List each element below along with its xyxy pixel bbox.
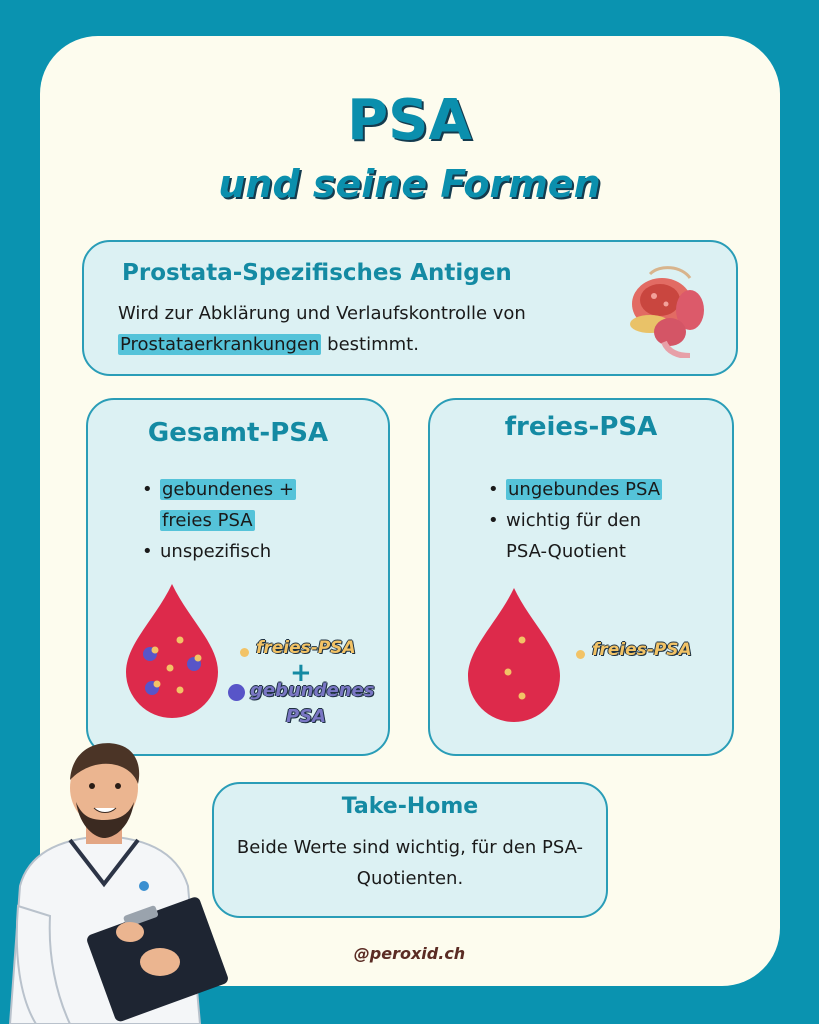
list-item — [140, 474, 380, 536]
intro-line-1: Wird zur Abklärung und Verlaufskontrolle von — [118, 303, 526, 324]
freies-psa-box — [428, 398, 734, 756]
list-item — [486, 505, 726, 567]
list-item — [486, 474, 726, 505]
frei-item-2b: PSA-Quotient — [506, 541, 626, 562]
gesamt-psa-heading: Gesamt-PSA — [147, 418, 329, 448]
legend-plus: + — [290, 658, 312, 688]
gesamt-psa-list — [140, 474, 380, 567]
doctor-illustration — [0, 736, 230, 1024]
intro-line-2: bestimmt. — [321, 334, 419, 355]
list-item: • unspezifisch — [140, 536, 380, 567]
take-home-text: Beide Werte sind wichtig, für den PSA-Quotienten. — [236, 837, 584, 889]
legend-free-psa: freies-PSA — [256, 638, 356, 658]
frei-item-2a: wichtig für den — [506, 510, 642, 531]
page-title: PSA — [347, 88, 472, 153]
intro-highlight: Prostataerkrankungen — [120, 334, 320, 355]
gesamt-item-1a: gebundenes + — [162, 479, 294, 500]
blood-drop-icon — [122, 580, 222, 720]
legend-bound-psa-2: PSA — [286, 706, 327, 727]
prostate-illustration — [620, 264, 710, 358]
freies-psa-heading: freies-PSA — [504, 412, 658, 442]
legend-free-psa: freies-PSA — [592, 640, 692, 660]
frei-item-1: ungebundes PSA — [508, 479, 661, 500]
gesamt-item-1b: freies PSA — [162, 510, 253, 531]
bound-psa-dot — [228, 684, 245, 701]
intro-box — [82, 240, 738, 376]
gesamt-psa-box — [86, 398, 390, 756]
intro-heading: Prostata-Spezifisches Antigen — [122, 260, 512, 286]
free-psa-dot — [240, 648, 249, 657]
blood-drop-icon — [464, 584, 564, 724]
free-psa-dot — [576, 650, 585, 659]
legend-bound-psa-1: gebundenes — [250, 680, 375, 701]
intro-text — [118, 298, 588, 360]
freies-psa-list — [486, 474, 726, 567]
take-home-box — [212, 782, 608, 918]
page-subtitle: und seine Formen — [218, 162, 601, 206]
social-handle: @peroxid.ch — [353, 944, 466, 963]
take-home-heading: Take-Home — [341, 794, 479, 819]
